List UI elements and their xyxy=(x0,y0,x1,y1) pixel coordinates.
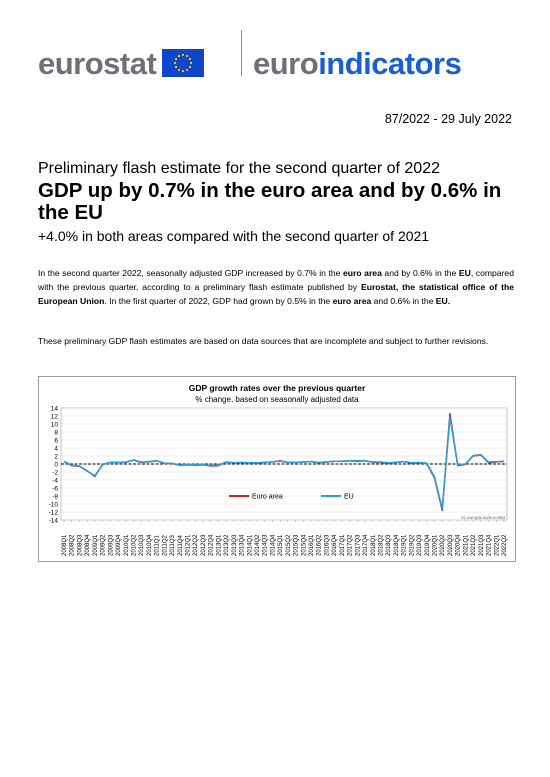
flag-star xyxy=(189,66,191,68)
x-tick-label: 2021Q2 xyxy=(471,534,478,556)
x-tick-label: 2013Q2 xyxy=(224,534,231,556)
x-tick-label: 2019Q1 xyxy=(401,534,408,556)
x-tick-label: 2017Q3 xyxy=(355,534,362,556)
x-tick-label: 2014Q3 xyxy=(262,534,269,556)
x-tick-label: 2021Q3 xyxy=(478,534,485,556)
x-tick-label: 2021Q4 xyxy=(486,534,493,556)
legend-label: Euro area xyxy=(252,493,283,501)
x-tick-label: 2015Q2 xyxy=(285,534,292,556)
x-tick-label: 2012Q4 xyxy=(208,534,215,556)
x-tick-label: 2013Q4 xyxy=(239,534,246,556)
x-tick-label: 2022Q1 xyxy=(494,534,501,556)
x-tick-label: 2015Q4 xyxy=(301,534,308,556)
bold-run: euro area xyxy=(332,296,372,306)
y-tick-label: 4 xyxy=(54,445,58,453)
gdp-growth-chart xyxy=(38,376,516,562)
y-tick-label: 12 xyxy=(50,413,58,421)
x-tick-label: 2015Q3 xyxy=(293,534,300,556)
x-tick-label: 2011Q4 xyxy=(177,535,184,556)
text-run: , compared with the previous quarter, according to a preliminary flash estimate published by xyxy=(38,268,514,292)
flag-star xyxy=(182,70,184,72)
chart-source-note: ec.europa.eu/eurostat xyxy=(461,515,505,520)
flag-star xyxy=(174,62,176,64)
x-tick-label: 2017Q4 xyxy=(363,534,370,556)
paragraph-intro xyxy=(38,266,514,308)
x-tick-label: 2020Q2 xyxy=(440,534,447,556)
x-tick-label: 2013Q3 xyxy=(231,534,238,556)
text-run: . In the first quarter of 2022, GDP had grown by 0.5% in the xyxy=(104,296,333,306)
x-tick-label: 2017Q1 xyxy=(339,534,346,556)
x-tick-label: 2016Q2 xyxy=(316,534,323,556)
x-tick-label: 2014Q2 xyxy=(254,534,261,556)
logo-part-indicators: indicators xyxy=(318,46,462,81)
x-tick-label: 2011Q1 xyxy=(154,535,161,556)
x-tick-label: 2015Q1 xyxy=(278,534,285,556)
x-tick-label: 2018Q2 xyxy=(378,534,385,556)
bold-run: EU xyxy=(458,268,471,278)
x-tick-label: 2019Q2 xyxy=(409,534,416,556)
x-tick-label: 2009Q1 xyxy=(92,534,99,556)
x-tick-label: 2011Q2 xyxy=(162,535,169,556)
x-tick-label: 2010Q1 xyxy=(123,534,130,556)
text-run: In the second quarter 2022, seasonally adjusted GDP increased by 0.7% in the xyxy=(38,268,343,278)
x-tick-label: 2011Q3 xyxy=(170,535,177,556)
x-tick-label: 2009Q3 xyxy=(108,534,115,556)
y-tick-label: 14 xyxy=(50,405,58,413)
x-tick-label: 2012Q2 xyxy=(193,534,200,556)
y-tick-label: 8 xyxy=(54,429,58,437)
chart-svg xyxy=(39,377,515,561)
x-tick-label: 2016Q3 xyxy=(324,534,331,556)
flag-star xyxy=(182,54,184,56)
logo-part-euro: euro xyxy=(253,46,319,81)
x-tick-label: 2018Q4 xyxy=(393,534,400,556)
x-tick-label: 2014Q4 xyxy=(270,534,277,556)
y-tick-label: 0 xyxy=(54,461,58,469)
y-tick-label: -12 xyxy=(48,509,58,517)
release-number-date: 87/2022 - 29 July 2022 xyxy=(384,112,512,126)
y-tick-label: -2 xyxy=(52,469,58,477)
flag-star xyxy=(175,66,177,68)
chart-title: GDP growth rates over the previous quarter xyxy=(188,383,366,393)
x-tick-label: 2009Q4 xyxy=(116,534,123,556)
x-tick-label: 2010Q2 xyxy=(131,534,138,556)
pre-title: Preliminary flash estimate for the second quarter of 2022 xyxy=(38,160,440,177)
x-tick-label: 2010Q3 xyxy=(139,534,146,556)
x-tick-label: 2022Q2 xyxy=(502,534,508,556)
text-run: and 0.6% in the xyxy=(371,296,436,306)
x-tick-label: 2018Q1 xyxy=(370,534,377,556)
y-tick-label: 2 xyxy=(54,453,58,461)
x-tick-label: 2009Q2 xyxy=(100,534,107,556)
x-tick-label: 2019Q4 xyxy=(424,534,431,556)
y-tick-label: 10 xyxy=(50,421,58,429)
bold-run: Eurostat, the statistical office of the European Union xyxy=(38,282,514,306)
eurostat-logo-text: eurostat xyxy=(38,46,157,81)
x-tick-label: 2017Q2 xyxy=(347,534,354,556)
page-title: GDP up by 0.7% in the euro area and by 0.6% in the EU xyxy=(38,179,502,224)
legend-label: EU xyxy=(344,493,354,501)
euroindicators-logo-text xyxy=(253,48,461,79)
x-tick-label: 2020Q4 xyxy=(455,534,462,556)
x-tick-label: 2020Q1 xyxy=(432,534,439,556)
eu-flag-icon xyxy=(162,49,204,77)
header-divider xyxy=(241,30,242,76)
x-tick-label: 2018Q3 xyxy=(386,534,393,556)
flag-star xyxy=(178,69,180,71)
x-tick-label: 2008Q4 xyxy=(85,534,92,556)
y-tick-label: -14 xyxy=(48,517,58,525)
x-tick-label: 2013Q1 xyxy=(216,534,223,556)
y-tick-label: 6 xyxy=(54,437,58,445)
text-run: and by 0.6% in the xyxy=(381,268,459,278)
bold-run: euro area xyxy=(342,268,382,278)
header-logos xyxy=(38,30,518,80)
x-tick-label: 2021Q1 xyxy=(463,534,470,556)
x-tick-label: 2012Q3 xyxy=(200,534,207,556)
flag-star xyxy=(190,62,192,64)
paragraph-disclaimer: These preliminary GDP flash estimates are based on data sources that are incomplete and subject to further revisions. xyxy=(38,336,489,346)
flag-star xyxy=(186,55,188,57)
flag-star xyxy=(189,58,191,60)
x-tick-label: 2019Q3 xyxy=(417,534,424,556)
y-tick-label: -10 xyxy=(48,501,58,509)
x-tick-label: 2020Q3 xyxy=(447,534,454,556)
x-tick-label: 2008Q2 xyxy=(69,534,76,556)
y-tick-label: -6 xyxy=(52,485,58,493)
x-tick-label: 2012Q1 xyxy=(185,534,192,556)
x-tick-label: 2008Q3 xyxy=(77,534,84,556)
x-tick-label: 2016Q1 xyxy=(309,534,316,556)
flag-star xyxy=(178,55,180,57)
bold-run: EU. xyxy=(435,296,451,306)
page-subtitle: +4.0% in both areas compared with the second quarter of 2021 xyxy=(38,228,430,244)
x-tick-label: 2010Q4 xyxy=(146,534,153,556)
y-tick-label: -8 xyxy=(52,493,58,501)
x-tick-label: 2014Q1 xyxy=(247,534,254,556)
flag-star xyxy=(186,69,188,71)
flag-star xyxy=(175,58,177,60)
x-tick-label: 2008Q1 xyxy=(62,534,68,556)
x-tick-label: 2016Q4 xyxy=(332,534,339,556)
chart-subtitle: % change, based on seasonally adjusted data xyxy=(195,395,359,404)
y-tick-label: -4 xyxy=(52,477,58,485)
